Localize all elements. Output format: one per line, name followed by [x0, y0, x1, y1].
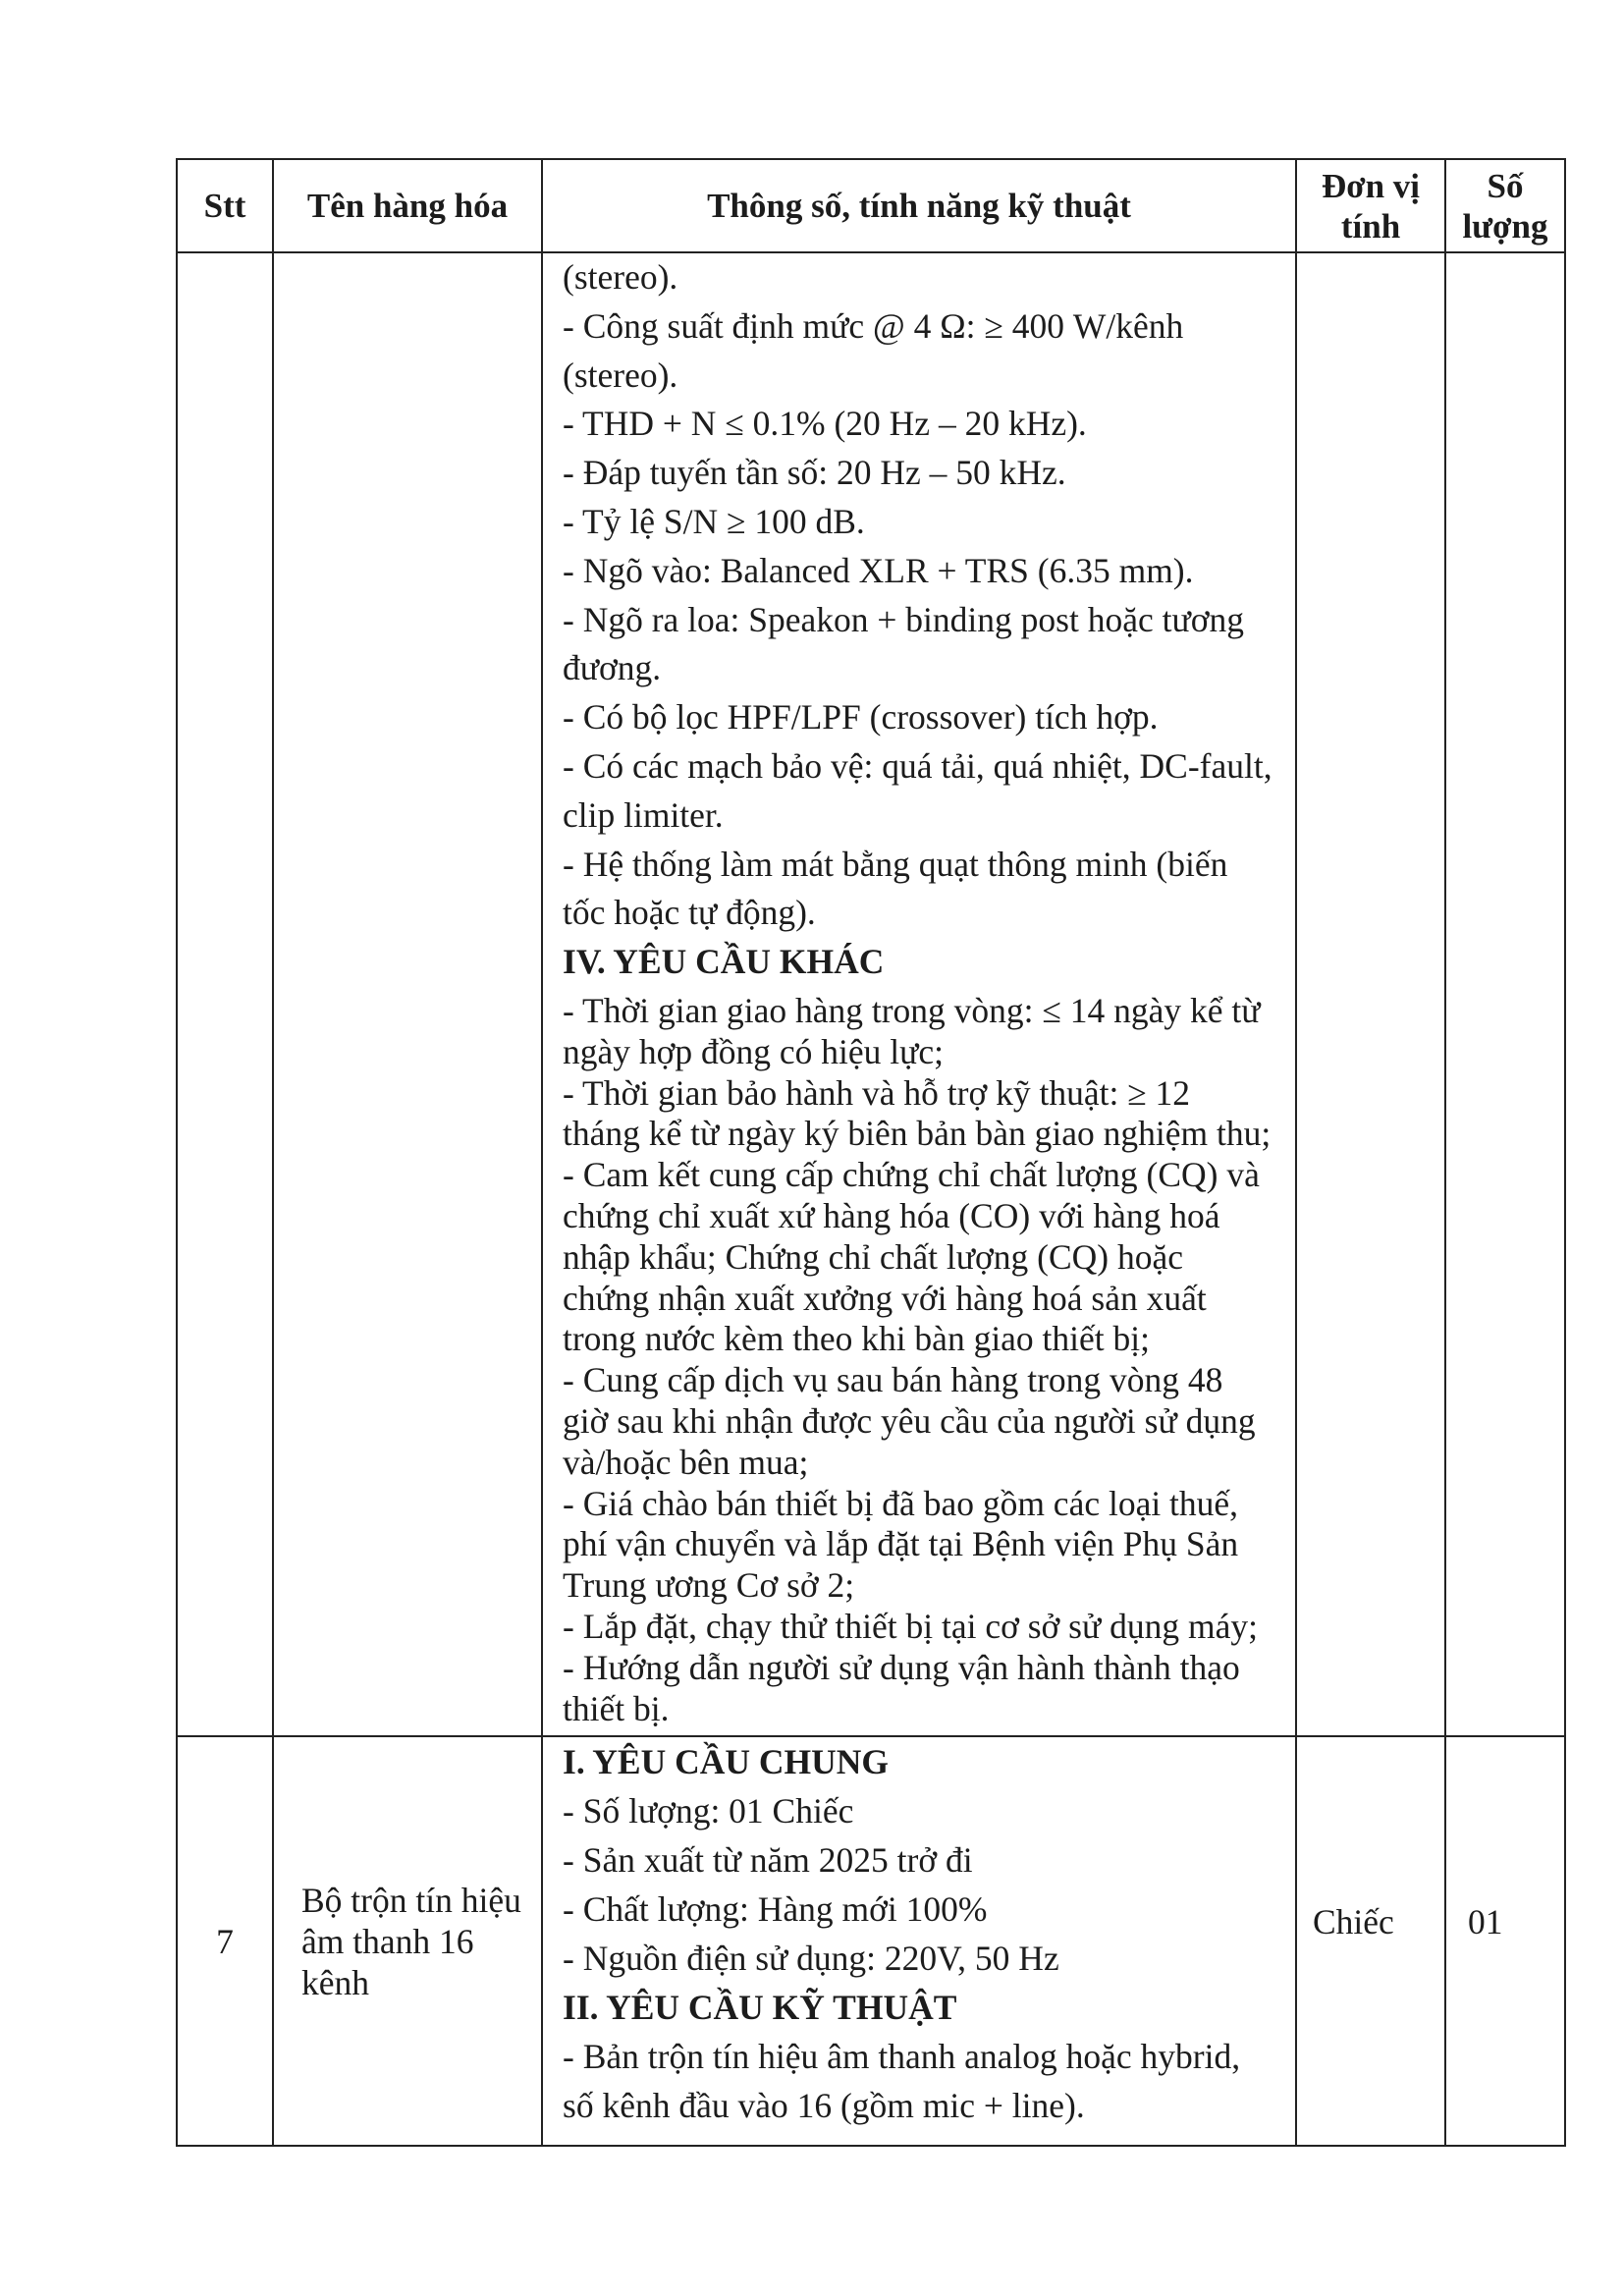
spec-line: - Ngõ ra loa: Speakon + binding post hoặc tương	[563, 599, 1244, 639]
spec-line: - Lắp đặt, chạy thử thiết bị tại cơ sở sử dụng máy;	[563, 1606, 1258, 1646]
spec-line: - Thời gian giao hàng trong vòng: ≤ 14 ngày kể từ	[563, 990, 1261, 1030]
specification-table	[176, 158, 1566, 2147]
header-quantity	[1445, 159, 1565, 252]
spec-line: giờ sau khi nhận được yêu cầu của người sử dụng	[563, 1400, 1256, 1441]
section-ii-lines	[563, 2032, 1291, 2130]
spec-line: - Cam kết cung cấp chứng chỉ chất lượng (CQ) và	[563, 1155, 1260, 1195]
spec-line: chứng nhận xuất xưởng với hàng hoá sản xuất	[563, 1278, 1207, 1318]
header-unit	[1296, 159, 1445, 252]
header-item-name: Tên hàng hóa	[273, 159, 542, 252]
spec-line: - Số lượng: 01 Chiếc	[563, 1791, 854, 1831]
stt-cell	[177, 252, 273, 1736]
table-row	[177, 1736, 1565, 2146]
section-heading: I. YÊU CẦU CHUNG	[563, 1742, 889, 1781]
spec-line: Trung ương Cơ sở 2;	[563, 1565, 855, 1606]
table-header-row	[177, 159, 1565, 252]
spec-line: - Đáp tuyến tần số: 20 Hz – 50 kHz.	[563, 453, 1066, 493]
section-heading: IV. YÊU CẦU KHÁC	[563, 942, 885, 982]
spec-line: chứng chỉ xuất xứ hàng hóa (CO) với hàng hoá	[563, 1195, 1220, 1235]
spec-line: đương.	[563, 648, 662, 688]
spec-line: - Hướng dẫn người sử dụng vận hành thành thạo	[563, 1647, 1240, 1687]
table-row	[177, 252, 1565, 1736]
spec-line: (stereo).	[563, 355, 678, 395]
header-quantity-line: Số	[1487, 166, 1524, 205]
spec-line: và/hoặc bên mua;	[563, 1442, 809, 1482]
spec-line: - Bản trộn tín hiệu âm thanh analog hoặc hybrid,	[563, 2037, 1241, 2076]
spec-line: - Có các mạch bảo vệ: quá tải, quá nhiệt, DC-fault,	[563, 745, 1272, 786]
spec-line: - THD + N ≤ 0.1% (20 Hz – 20 kHz).	[563, 404, 1087, 444]
quantity-cell	[1445, 252, 1565, 1736]
spec-line: - Giá chào bán thiết bị đã bao gồm các loại thuế,	[563, 1483, 1239, 1523]
section-iv-lines	[563, 991, 1291, 1729]
spec-line: ngày hợp đồng có hiệu lực;	[563, 1031, 945, 1071]
stt-cell: 7	[177, 1736, 273, 2146]
item-name-line: Bộ trộn tín hiệu	[301, 1880, 521, 1920]
spec-lines-continued	[563, 253, 1291, 938]
spec-line: - Công suất định mức @ 4 Ω: ≥ 400 W/kênh	[563, 305, 1184, 346]
unit-cell: Chiếc	[1296, 1736, 1445, 2146]
spec-line: - Chất lượng: Hàng mới 100%	[563, 1889, 988, 1929]
spec-line: tháng kể từ ngày ký biên bản bàn giao nghiệm thu;	[563, 1114, 1272, 1154]
spec-line: nhập khẩu; Chứng chỉ chất lượng (CQ) hoặc	[563, 1236, 1184, 1277]
section-i-lines	[563, 1786, 1291, 1983]
spec-line: - Hệ thống làm mát bằng quạt thông minh (biến	[563, 844, 1228, 884]
spec-line: - Nguồn điện sử dụng: 220V, 50 Hz	[563, 1939, 1059, 1978]
specs-cell	[542, 252, 1296, 1736]
spec-line: - Thời gian bảo hành và hỗ trợ kỹ thuật: ≥ 12	[563, 1072, 1191, 1113]
spec-line: tốc hoặc tự động).	[563, 893, 816, 933]
specs-cell	[542, 1736, 1296, 2146]
item-name-line: kênh	[301, 1962, 370, 2002]
quantity-cell: 01	[1445, 1736, 1565, 2146]
spec-line: (stereo).	[563, 257, 678, 297]
header-unit-line: Đơn vị	[1321, 166, 1421, 205]
spec-line: - Cung cấp dịch vụ sau bán hàng trong vòng 48	[563, 1360, 1223, 1400]
item-name-cell	[273, 1736, 542, 2146]
header-stt: Stt	[177, 159, 273, 252]
header-unit-line: tính	[1340, 206, 1401, 246]
spec-line: - Ngõ vào: Balanced XLR + TRS (6.35 mm).	[563, 550, 1194, 590]
spec-line: - Có bộ lọc HPF/LPF (crossover) tích hợp.	[563, 697, 1159, 738]
section-heading: II. YÊU CẦU KỸ THUẬT	[563, 1988, 957, 2027]
item-name-line: âm thanh 16	[301, 1921, 474, 1961]
spec-line: - Sản xuất từ năm 2025 trở đi	[563, 1840, 973, 1880]
header-quantity-line: lượng	[1462, 206, 1548, 246]
spec-line: trong nước kèm theo khi bàn giao thiết bị;	[563, 1319, 1151, 1359]
item-name-cell	[273, 252, 542, 1736]
spec-line: số kênh đầu vào 16 (gồm mic + line).	[563, 2086, 1085, 2125]
spec-line: - Tỷ lệ S/N ≥ 100 dB.	[563, 501, 865, 541]
unit-cell	[1296, 252, 1445, 1736]
spec-line: thiết bị.	[563, 1688, 670, 1728]
spec-line: clip limiter.	[563, 794, 724, 835]
header-specs: Thông số, tính năng kỹ thuật	[542, 159, 1296, 252]
spec-line: phí vận chuyển và lắp đặt tại Bệnh viện Phụ Sản	[563, 1524, 1239, 1564]
